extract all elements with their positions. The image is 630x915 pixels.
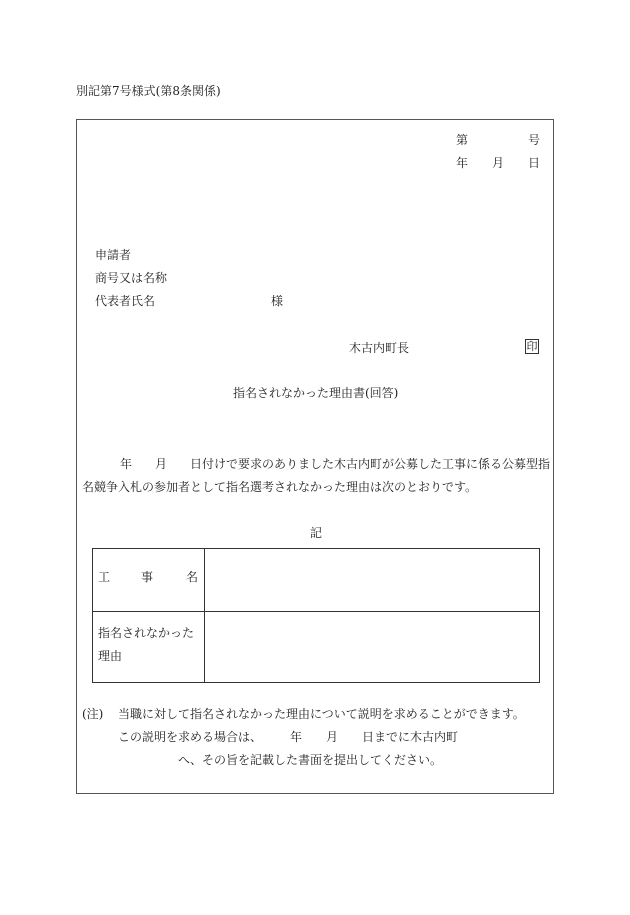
date-day-label: 日: [528, 156, 541, 170]
table-column-divider: [204, 549, 205, 682]
construction-name-label-char-1: 工: [98, 570, 111, 584]
document-title: 指名されなかった理由書(回答): [233, 386, 399, 400]
honorific-sama: 様: [271, 294, 284, 308]
seal-mark: 印: [526, 340, 538, 353]
applicant-label: 申請者: [95, 248, 132, 262]
construction-name-label-char-3: 名: [186, 570, 199, 584]
issuer-name: 木古内町長: [349, 341, 410, 355]
body-line1: 日付けで要求のありました木古内町が公募した工事に係る公募型指: [190, 457, 551, 471]
date-month-label: 月: [492, 156, 505, 170]
trade-name-label: 商号又は名称: [95, 271, 168, 285]
doc-number-prefix: 第: [456, 133, 469, 147]
representative-label: 代表者氏名: [95, 294, 156, 308]
table-row-divider: [93, 611, 539, 612]
note-line2-b: 日までに木古内町: [362, 730, 459, 744]
ki-heading: 記: [310, 526, 323, 540]
reason-label-line1: 指名されなかった: [98, 626, 195, 640]
note-line2-a: この説明を求める場合は、: [118, 730, 263, 744]
reason-table: [92, 548, 540, 683]
body-month: 月: [155, 457, 168, 471]
body-line2: 名競争入札の参加者として指名選考されなかった理由は次のとおりです。: [82, 480, 478, 494]
note-year: 年: [290, 730, 303, 744]
note-month: 月: [326, 730, 339, 744]
note-mark: (注): [82, 707, 104, 721]
reason-label-line2: 理由: [98, 649, 123, 663]
form-label: 別記第7号様式(第8条関係): [76, 84, 221, 98]
date-year-label: 年: [456, 156, 469, 170]
doc-number-suffix: 号: [528, 133, 541, 147]
body-year: 年: [120, 457, 133, 471]
note-line1: 当職に対して指名されなかった理由について説明を求めることができます。: [118, 707, 525, 721]
construction-name-label-char-2: 事: [141, 570, 154, 584]
note-line3: へ、その旨を記載した書面を提出してください。: [178, 753, 443, 767]
